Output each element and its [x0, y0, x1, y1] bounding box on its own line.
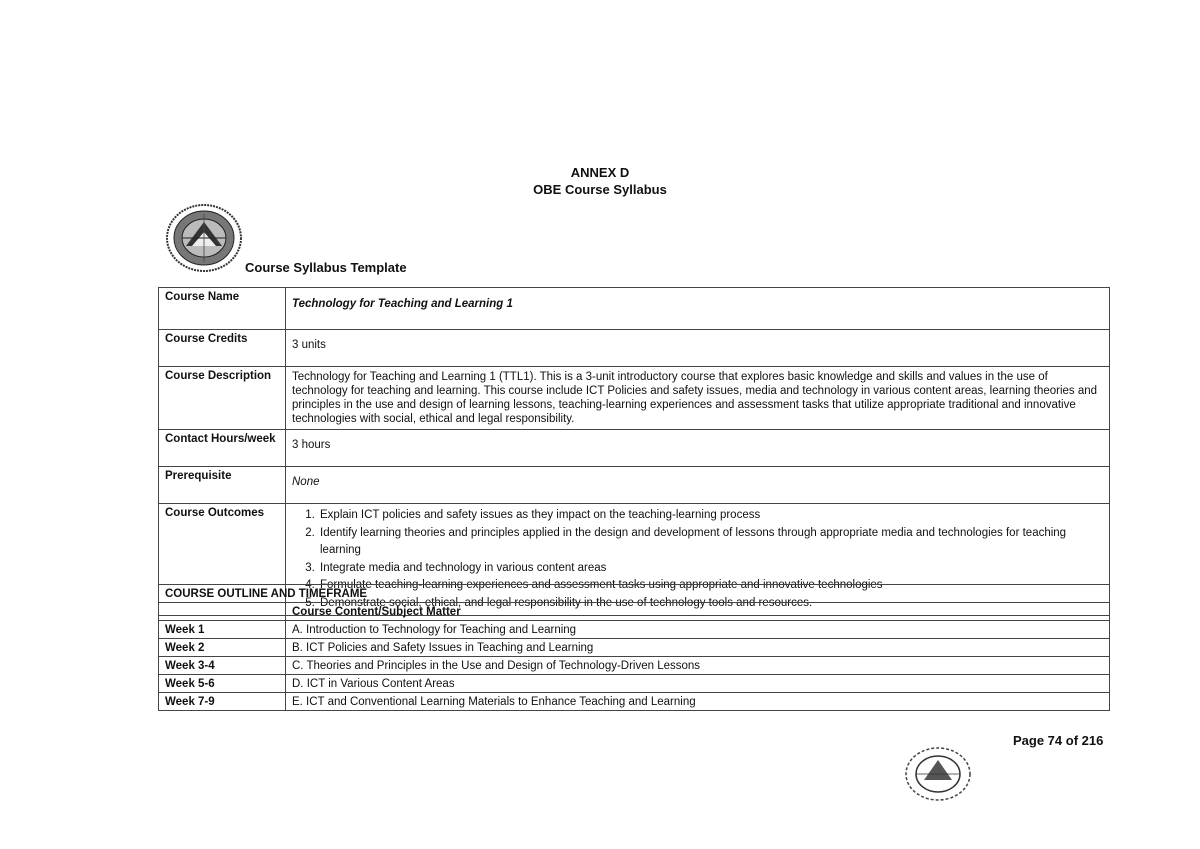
course-name-label: Course Name — [159, 288, 286, 330]
course-credits-label: Course Credits — [159, 330, 286, 367]
table-row — [159, 675, 1110, 693]
outline-title-row — [159, 585, 1110, 603]
contact-hours-value: 3 hours — [286, 430, 1110, 467]
course-outcomes-label: Course Outcomes — [159, 504, 286, 616]
content-cell: A. Introduction to Technology for Teaching and Learning — [286, 621, 1110, 639]
content-cell: D. ICT in Various Content Areas — [286, 675, 1110, 693]
week-cell: Week 3-4 — [159, 657, 286, 675]
document-subtitle: OBE Course Syllabus — [533, 182, 667, 197]
prerequisite-label: Prerequisite — [159, 467, 286, 504]
contact-hours-label: Contact Hours/week — [159, 430, 286, 467]
outline-content-header: Course Content/Subject Matter — [286, 603, 1110, 621]
outline-week-header — [159, 603, 286, 621]
page-number: Page 74 of 216 — [1013, 733, 1104, 748]
week-cell: Week 5-6 — [159, 675, 286, 693]
course-name-value: Technology for Teaching and Learning 1 — [286, 288, 1110, 330]
week-cell: Week 1 — [159, 621, 286, 639]
agency-seal-stamp — [902, 744, 974, 804]
course-credits-value: 3 units — [286, 330, 1110, 367]
table-row — [159, 693, 1110, 711]
outcome-item: 5. Demonstrate social, ethical, and legal responsibility in the use of technology tools and resources. — [318, 595, 1103, 613]
prerequisite-row — [159, 467, 1110, 504]
course-name-row — [159, 288, 1110, 330]
template-title: Course Syllabus Template — [245, 260, 407, 275]
table-row — [159, 621, 1110, 639]
outcome-item: 2. Identify learning theories and principles applied in the design and development of lessons through appropriate media and technologies for teaching learning — [318, 525, 1103, 560]
table-row — [159, 639, 1110, 657]
week-cell: Week 7-9 — [159, 693, 286, 711]
course-credits-row — [159, 330, 1110, 367]
course-description-value: Technology for Teaching and Learning 1 (TTL1). This is a 3-unit introductory course that explores basic knowledge and skills and values in the use of technology for teaching and learning. This course include ICT Policies and safety issues, media and technology in various content areas, learning theories and principles in the use and design of learning lessons, teaching-learning experiences and assessment tasks that utilize appropriate traditional and innovative technologies with social, ethical and legal responsibility. — [286, 367, 1110, 430]
course-outline-table — [158, 584, 1110, 711]
contact-hours-row — [159, 430, 1110, 467]
content-cell: C. Theories and Principles in the Use and Design of Technology-Driven Lessons — [286, 657, 1110, 675]
content-cell: E. ICT and Conventional Learning Materials to Enhance Teaching and Learning — [286, 693, 1110, 711]
outcome-item: 1. Explain ICT policies and safety issues as they impact on the teaching-learning process — [318, 507, 1103, 525]
outcome-item: 3. Integrate media and technology in various content areas — [318, 560, 1103, 578]
agency-seal-logo — [164, 202, 244, 274]
outcome-item: 4. Formulate teaching-learning experiences and assessment tasks using appropriate and innovative technologies — [318, 577, 1103, 595]
course-description-row — [159, 367, 1110, 430]
course-info-table — [158, 287, 1110, 616]
prerequisite-value: None — [286, 467, 1110, 504]
outline-header-row — [159, 603, 1110, 621]
table-row — [159, 657, 1110, 675]
annex-label: ANNEX D — [570, 165, 630, 180]
week-cell: Week 2 — [159, 639, 286, 657]
course-description-label: Course Description — [159, 367, 286, 430]
content-cell: B. ICT Policies and Safety Issues in Teaching and Learning — [286, 639, 1110, 657]
outline-title: COURSE OUTLINE AND TIMEFRAME — [165, 587, 368, 600]
